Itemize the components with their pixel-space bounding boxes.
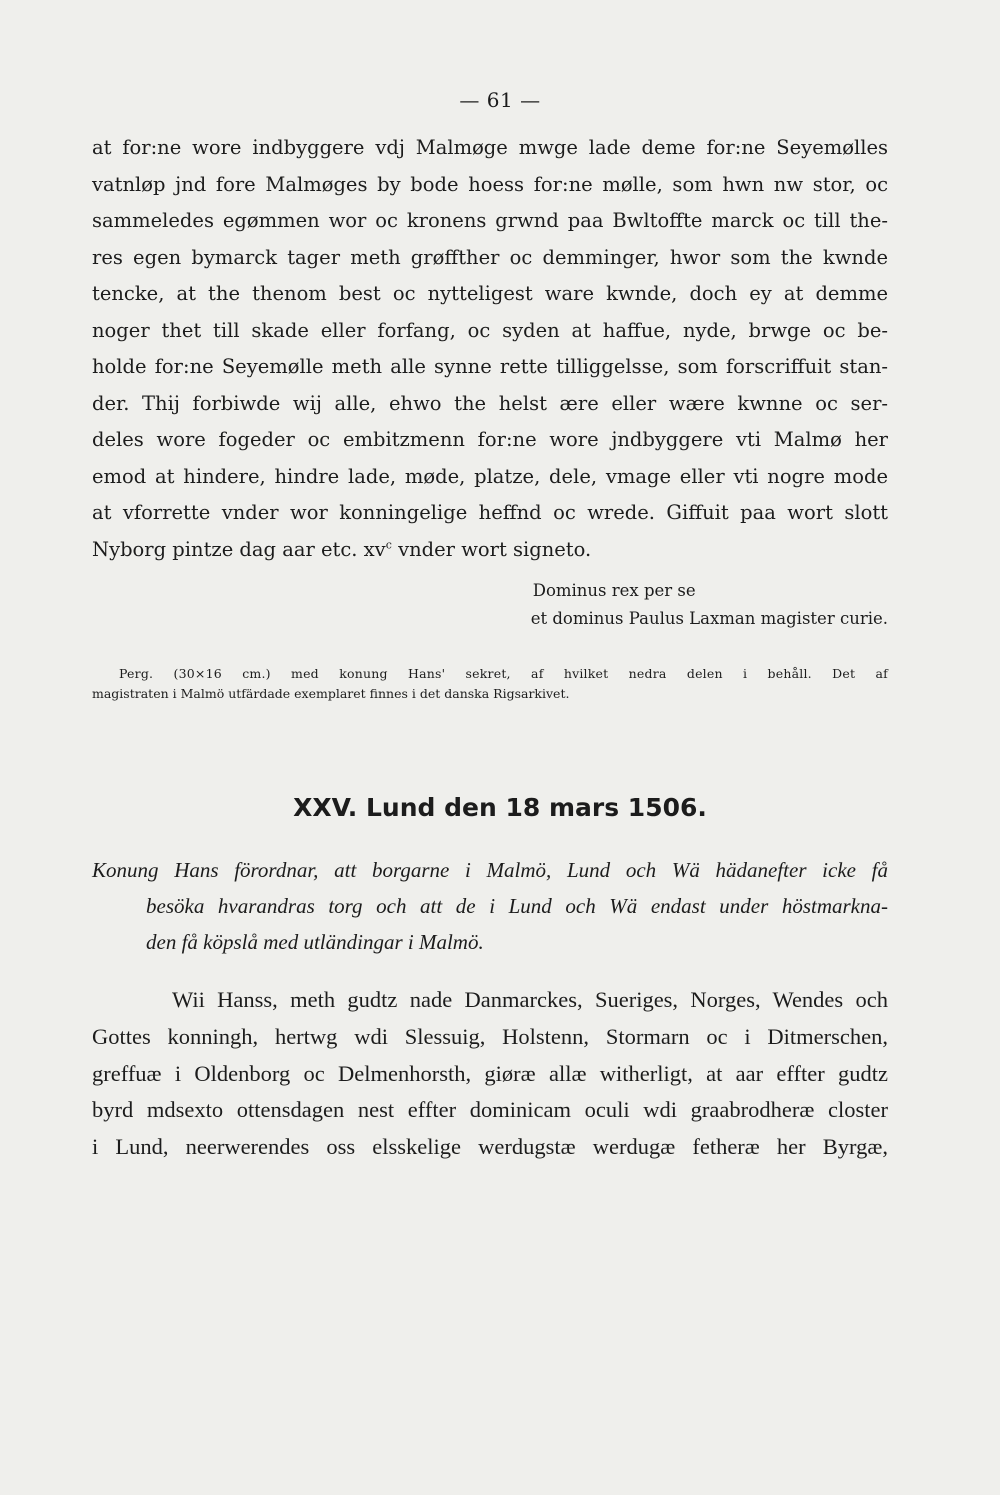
section-number: XXV. [293,793,358,822]
body-text-continued [92,130,888,568]
text-line: tencke, at the thenom best oc nytteligest ware kwnde, doch ey at demme [92,282,888,305]
signature-line-2: et dominus Paulus Laxman magister curie. [530,609,888,628]
text-line: res egen bymarck tager meth grøffther oc demminger, hwor som the kwnde [92,245,888,269]
superscript: c [385,538,392,551]
body-text-charter [92,982,888,1166]
text-line: sammeledes egømmen wor oc kronens grwnd paa Bwltoffte marck oc till the- [92,209,888,232]
text-line: noger thet till skade eller forfang, oc syden at haffue, nyde, brwge oc be- [92,318,888,342]
signature-block [531,577,888,633]
text-line-last [92,532,888,569]
text-line: der. Thij forbiwde wij alle, ehwo the helst ære eller wære kwnne oc ser- [92,391,888,415]
section-heading [0,793,1000,822]
text-line: vatnløp jnd fore Malmøges by bode hoess for:ne mølle, som hwn nw stor, oc [92,172,888,196]
text-line: greffuæ i Oldenborg oc Delmenhorsth, giøræ allæ witherligt, at aar effter gudtz [92,1060,888,1086]
text-line: at vforrette vnder wor konningelige heffnd oc wrede. Giffuit paa wort slott [92,501,888,524]
source-note [92,664,888,704]
page-number: — 61 — [459,88,541,112]
section-title: Lund den 18 mars 1506. [366,793,707,822]
text-line: byrd mdsexto ottensdagen nest effter dominicam oculi wdi graabrodheræ closter [92,1097,888,1123]
summary-line-1: Konung Hans förordnar, att borgarne i Malmö, Lund och Wä hädanefter icke få [92,858,888,882]
summary-line-2: besöka hvarandras torg och att de i Lund och Wä endast under höstmarkna- [146,894,888,918]
note-line-2: magistraten i Malmö utfärdade exemplaret finnes i det danska Rigsarkivet. [92,686,570,701]
text-line: Gottes konningh, hertwg wdi Slessuig, Holstenn, Stormarn oc i Ditmerschen, [92,1023,888,1049]
text-line: emod at hindere, hindre lade, møde, platze, dele, vmage eller vti nogre mode [92,464,888,488]
signature-line-1: Dominus rex per se [532,581,696,600]
section-summary [92,852,888,960]
text-line: deles wore fogeder oc embitzmenn for:ne wore jndbyggere vti Malmø her [92,428,888,451]
text-line: Wii Hanss, meth gudtz nade Danmarckes, Sueriges, Norges, Wendes och [172,987,888,1012]
summary-line-3: den få köpslå med utländingar i Malmö. [146,930,484,954]
text-line: holde for:ne Seyemølle meth alle synne rette tilliggelsse, som forscriffuit stan- [92,355,888,378]
note-line-1: Perg. (30×16 cm.) med konung Hans' sekret, af hvilket nedra delen i behåll. Det af [119,666,888,681]
text-line: at for:ne wore indbyggere vdj Malmøge mwge lade deme for:ne Seyemølles [92,136,888,159]
text-fragment: vnder wort signeto. [391,537,592,561]
text-fragment: Nyborg pintze dag aar etc. xv [92,537,386,561]
text-line: i Lund, neerwerendes oss elsskelige werdugstæ werdugæ fetheræ her Byrgæ, [92,1134,888,1160]
